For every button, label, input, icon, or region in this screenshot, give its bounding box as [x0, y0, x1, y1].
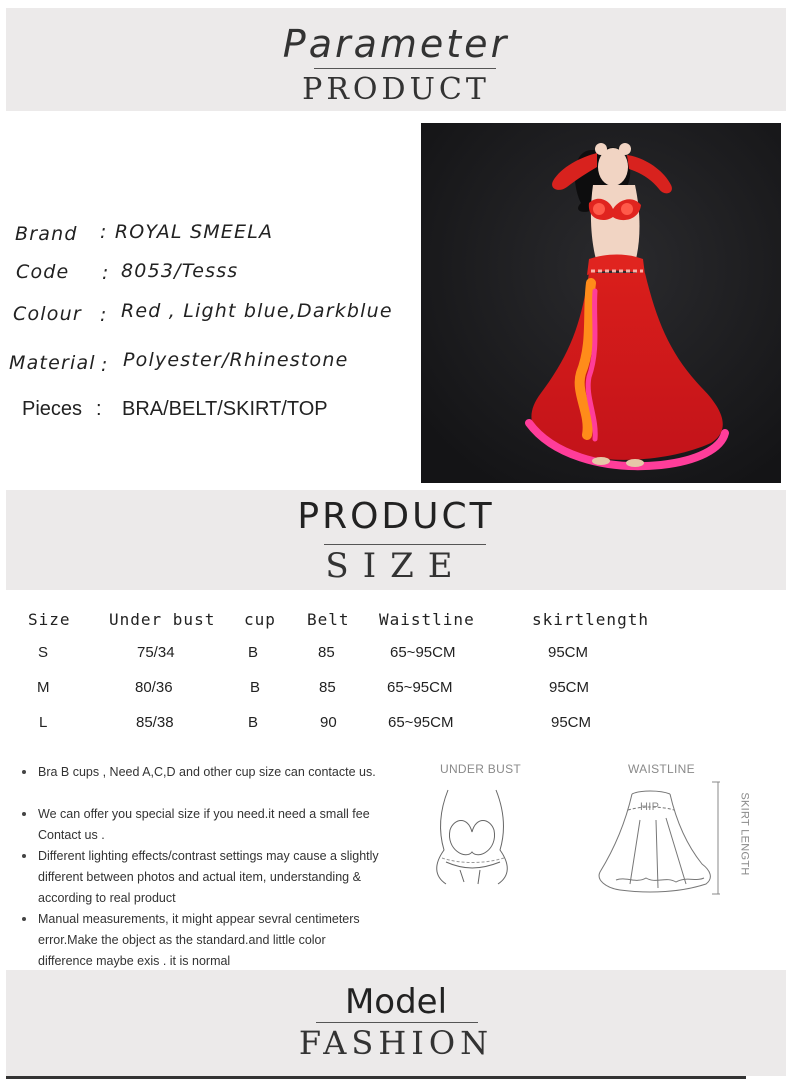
bust-sketch-icon	[437, 790, 508, 884]
colour-label: Colour	[13, 303, 82, 325]
product-subtitle: PRODUCT	[302, 72, 490, 107]
size-banner	[6, 490, 786, 590]
size-banner-title: PRODUCT	[297, 496, 495, 537]
skirt-length-label: SKIRT LENGTH	[738, 792, 751, 876]
skirt-sketch-icon	[599, 791, 710, 892]
bullet-icon	[22, 770, 26, 774]
material-colon: :	[101, 354, 109, 376]
ruler-icon	[712, 782, 720, 894]
banner-divider	[324, 544, 486, 545]
table-cell: 90	[320, 714, 337, 731]
brand-value: : ROYAL SMEELA	[100, 221, 274, 243]
size-banner-subtitle: SIZE	[325, 546, 467, 586]
parameter-title: Parameter	[282, 22, 510, 66]
waistline-label: WAISTLINE	[628, 762, 695, 776]
table-cell: 85	[319, 679, 336, 696]
model-title: Model	[344, 982, 448, 1022]
pieces-value: BRA/BELT/SKIRT/TOP	[122, 398, 328, 420]
table-cell: S	[38, 644, 49, 661]
colour-value: Red , Light blue,Darkblue	[121, 300, 393, 322]
colour-colon: :	[100, 304, 108, 326]
dancer-photo-illustration	[421, 123, 781, 483]
hip-label: HIP	[640, 801, 660, 813]
under-bust-label: UNDER BUST	[440, 762, 522, 776]
model-banner	[6, 970, 786, 1076]
pieces-colon: :	[96, 398, 102, 420]
material-value: Polyester/Rhinestone	[123, 349, 349, 371]
table-cell: 95CM	[548, 644, 589, 661]
bullet-icon	[22, 917, 26, 921]
table-cell: 95CM	[551, 714, 592, 731]
pieces-label: Pieces	[22, 398, 83, 420]
table-cell: 85	[318, 644, 335, 661]
table-cell: B	[248, 644, 259, 661]
fashion-subtitle: FASHION	[298, 1024, 494, 1062]
code-colon: :	[102, 262, 110, 284]
bottom-divider	[6, 1076, 746, 1079]
note-text: Bra B cups , Need A,C,D and other cup size can contacte us.	[38, 765, 376, 779]
header-cup: cup	[244, 610, 276, 629]
bullet-icon	[22, 812, 26, 816]
header-belt: Belt	[307, 610, 350, 629]
code-value: 8053/Tesss	[121, 260, 239, 282]
table-cell: 65~95CM	[390, 644, 456, 661]
table-cell: 80/36	[135, 679, 173, 696]
header-size: Size	[28, 610, 71, 629]
brand-label: Brand	[15, 223, 78, 245]
table-cell: 75/34	[137, 644, 175, 661]
bullet-icon	[22, 854, 26, 858]
measurement-diagrams	[420, 780, 720, 900]
table-cell: B	[248, 714, 259, 731]
dancer-photo	[421, 123, 781, 483]
table-cell: 85/38	[136, 714, 174, 731]
note-item	[22, 762, 392, 784]
header-skirtlength: skirtlength	[532, 610, 649, 629]
note-text: We can offer you special size if you need.it need a small fee Contact us .	[38, 807, 370, 842]
table-cell: 95CM	[549, 679, 590, 696]
table-cell: M	[37, 679, 50, 696]
note-item	[22, 846, 392, 910]
header-under-bust: Under bust	[109, 610, 216, 629]
note-text: Different lighting effects/contrast settings may cause a slightly different between photos and actual item, understanding & according to real product	[38, 849, 379, 905]
note-item	[22, 909, 392, 973]
banner-divider	[316, 1022, 478, 1023]
code-label: Code	[16, 261, 70, 283]
material-label: Material	[9, 352, 96, 374]
table-cell: L	[39, 714, 48, 731]
note-item	[22, 804, 392, 848]
banner-divider	[314, 68, 496, 69]
table-cell: B	[250, 679, 261, 696]
parameter-banner	[6, 8, 786, 111]
header-waistline: Waistline	[379, 610, 475, 629]
table-cell: 65~95CM	[388, 714, 454, 731]
table-cell: 65~95CM	[387, 679, 453, 696]
note-text: Manual measurements, it might appear sevral centimeters error.Make the object as the standard.and little color difference maybe exis . it is normal	[38, 912, 360, 968]
